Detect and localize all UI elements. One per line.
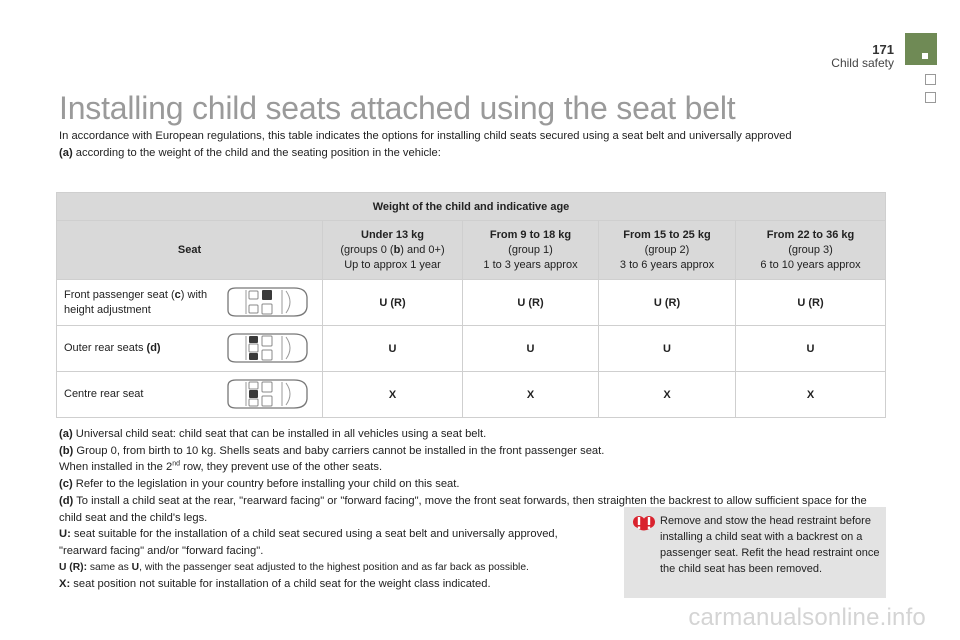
rating-cell: X [463,372,599,418]
child-seat-table [56,192,886,418]
warning-text: Remove and stow the head restraint before installing a child seat with a backrest on a passenger seat. Refit the head restraint once the child seat has been removed. [660,515,880,575]
column-age: 3 to 6 years approx [619,258,715,271]
rating-cell: U (R) [599,280,736,326]
note-d: (d) To install a child seat at the rear, "rearward facing" or "forward facing", move the front seat forwards, then straighten the backrest to allow sufficient space for the child seat and the child's legs. [59,494,867,524]
column-title: From 22 to 36 kg [766,228,855,241]
column-group: (group 3) [788,243,833,256]
intro-ref: (a) [59,147,73,159]
rating-cell: U [736,326,886,372]
car-centre-rear-seat-icon [224,377,310,411]
car-front-seat-icon [224,285,310,319]
rating-cell: U (R) [736,280,886,326]
page-number: 171 [872,42,894,57]
rating-cell: U (R) [323,280,463,326]
note-b-continued: When installed in the 2nd row, they prevent use of the other seats. [59,460,383,474]
column-title: Under 13 kg [361,228,424,241]
column-header [463,221,599,280]
seat-header: Seat [57,221,323,280]
warning-box [624,507,886,598]
weight-header: Weight of the child and indicative age [57,193,886,221]
table-row [57,280,886,326]
seat-cell [57,372,323,418]
seat-label: Front passenger seat (c) with height adjustment [64,288,208,316]
seat-cell [57,280,323,326]
rating-cell: U [599,326,736,372]
rating-cell: X [736,372,886,418]
rating-cell: X [599,372,736,418]
column-group: (groups 0 (b) and 0+) [340,243,445,256]
column-title: From 15 to 25 kg [623,228,711,241]
note-c: (c) Refer to the legislation in your country before installing your child on this seat. [59,478,460,491]
car-outer-rear-seats-icon [224,331,310,365]
table-row [57,326,886,372]
watermark: carmanualsonline.info [688,604,926,631]
page-title: Installing child seats attached using the seat belt [59,90,736,126]
section-box-icon [925,74,936,85]
note-a: (a) Universal child seat: child seat that can be installed in all vehicles using a seat belt. [59,428,487,440]
column-age: 6 to 10 years approx [760,258,861,271]
rating-cell: U [463,326,599,372]
table-row [57,372,886,418]
note-ur: U (R): same as U, with the passenger seat adjusted to the highest position and as far back as possible. [59,561,529,573]
section-label: Child safety [831,56,894,70]
seat-label: Centre rear seat [64,388,144,400]
seat-cell [57,326,323,372]
rating-cell: X [323,372,463,418]
table-column-headers [57,221,886,280]
column-header [599,221,736,280]
note-u: U: seat suitable for the installation of a child seat secured using a seat belt and universally approved, "rearward facing" and/or "forward facing". [59,528,558,557]
intro-text-end: according to the weight of the child and the seating position in the vehicle: [72,147,441,159]
section-box-icon [925,92,936,103]
column-header [323,221,463,280]
column-age: Up to approx 1 year [344,258,441,271]
column-group: (group 1) [508,243,553,256]
intro-text: In accordance with European regulations, this table indicates the options for installing child seats secured using a seat belt and universally approved [59,130,792,142]
table-header-row [57,193,886,221]
section-tab-marker [905,33,937,65]
note-b: (b) Group 0, from birth to 10 kg. Shells seats and baby carriers cannot be installed in the front passenger seat. [59,444,605,457]
column-group: (group 2) [644,243,690,256]
seat-label: Outer rear seats (d) [64,342,161,354]
column-title: From 9 to 18 kg [489,228,572,241]
rating-cell: U (R) [463,280,599,326]
column-age: 1 to 3 years approx [483,258,578,271]
note-x: X: seat position not suitable for installation of a child seat for the weight class indicated. [59,578,491,591]
rating-cell: U [323,326,463,372]
exclamation-warning-icon [632,513,656,535]
intro-paragraph [59,128,889,162]
column-header [736,221,886,280]
tab-square-icon [922,53,928,59]
